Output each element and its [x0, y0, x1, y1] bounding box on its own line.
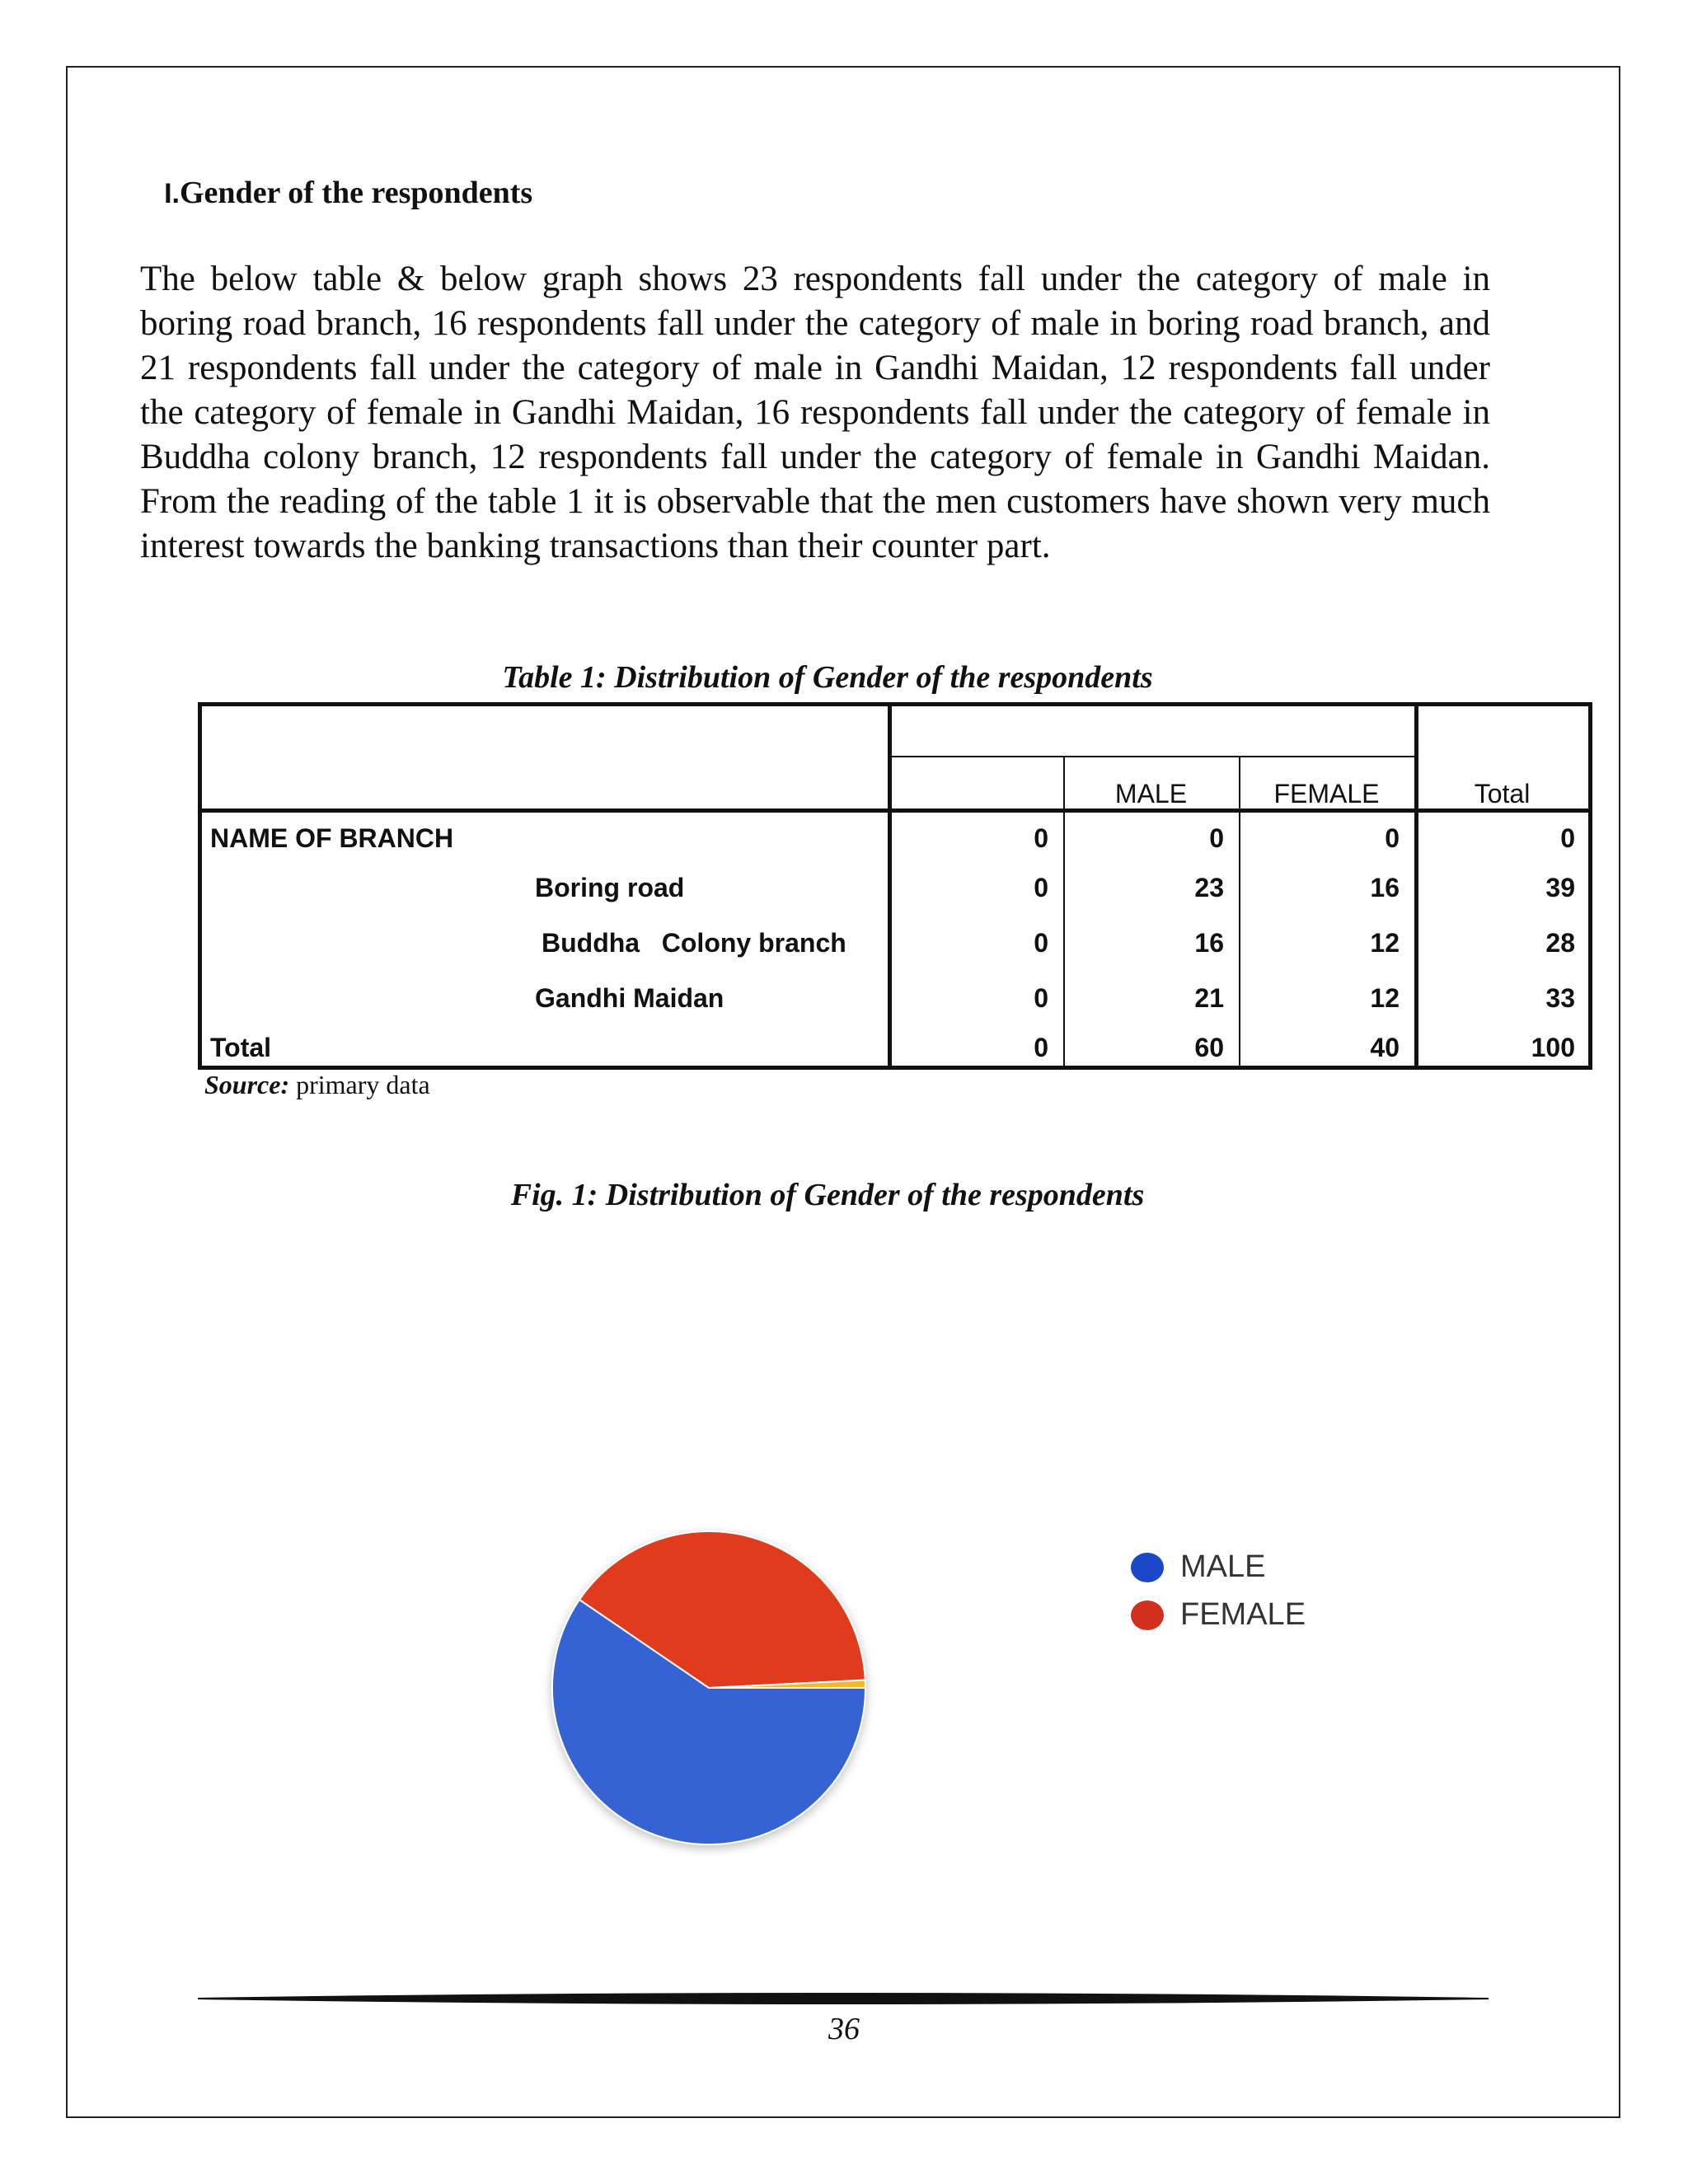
table-cell: 33 — [1545, 983, 1575, 1013]
section-heading — [119, 175, 532, 211]
table-cell: 100 — [1531, 1033, 1575, 1062]
column-header-female: FEMALE — [1273, 779, 1380, 808]
table-cell: 0 — [1560, 823, 1575, 853]
table-cell: 40 — [1370, 1033, 1400, 1062]
table-cell: 21 — [1194, 983, 1224, 1013]
row-label-gandhi-maidan: Gandhi Maidan — [535, 983, 724, 1013]
table-cell: 0 — [1034, 1033, 1048, 1062]
footer-rule — [198, 1993, 1489, 2004]
body-paragraph: The below table & below graph shows 23 respondents fall under the category of male in boring road branch, 16 respondents fall under the category of male in boring road branch, and 21 respondents fall under the category of male in Gandhi Maidan, 12 respondents fall under the category of female in Gandhi Maidan, 16 respondents fall under the category of female in Buddha colony branch, 12 respondents fall under the category of female in Gandhi Maidan. From the reading of the table 1 it is observable that the men customers have shown very much interest towards the banking transactions than their counter part. — [140, 260, 1490, 565]
table-cell: 60 — [1194, 1033, 1224, 1062]
legend-label-male: MALE — [1180, 1549, 1266, 1584]
table-cell: 23 — [1194, 873, 1224, 902]
source-text: primary data — [296, 1070, 430, 1099]
page-number: 36 — [828, 2012, 860, 2046]
section-number: I. — [164, 178, 180, 209]
table-cell: 16 — [1370, 873, 1400, 902]
row-label-name-of-branch: NAME OF BRANCH — [210, 823, 454, 853]
figure-caption: Fig. 1: Distribution of Gender of the respondents — [510, 1178, 1145, 1212]
table-cell: 0 — [1034, 928, 1048, 958]
row-label-boring-road: Boring road — [535, 873, 685, 902]
gender-distribution-table — [198, 702, 1592, 1070]
table-cell: 12 — [1370, 983, 1400, 1013]
column-header-total: Total — [1474, 779, 1531, 808]
table-caption: Table 1: Distribution of Gender of the respondents — [502, 660, 1153, 695]
table-cell: 16 — [1194, 928, 1224, 958]
legend-label-female: FEMALE — [1180, 1597, 1306, 1632]
legend-swatch-female — [1131, 1601, 1164, 1630]
legend-swatch-male — [1131, 1553, 1164, 1582]
column-header-male: MALE — [1114, 779, 1188, 808]
legend-item-male — [1131, 1549, 1265, 1585]
table-cell: 0 — [1209, 823, 1224, 853]
table-cell: 0 — [1385, 823, 1400, 853]
legend-item-female — [1131, 1597, 1306, 1633]
table-cell: 12 — [1370, 928, 1400, 958]
row-label-buddha-colony-branch: Buddha Colony branch — [542, 928, 846, 958]
source-note — [204, 1070, 430, 1100]
table-cell: 39 — [1545, 873, 1575, 902]
source-label: Source: — [204, 1070, 290, 1099]
header-divider — [888, 756, 1414, 757]
table-cell: 0 — [1034, 873, 1048, 902]
table-cell: 0 — [1034, 823, 1048, 853]
table-cell: 28 — [1545, 928, 1575, 958]
section-title: Gender of the respondents — [180, 176, 533, 210]
row-label-total: Total — [210, 1033, 272, 1062]
table-cell: 0 — [1034, 983, 1048, 1013]
